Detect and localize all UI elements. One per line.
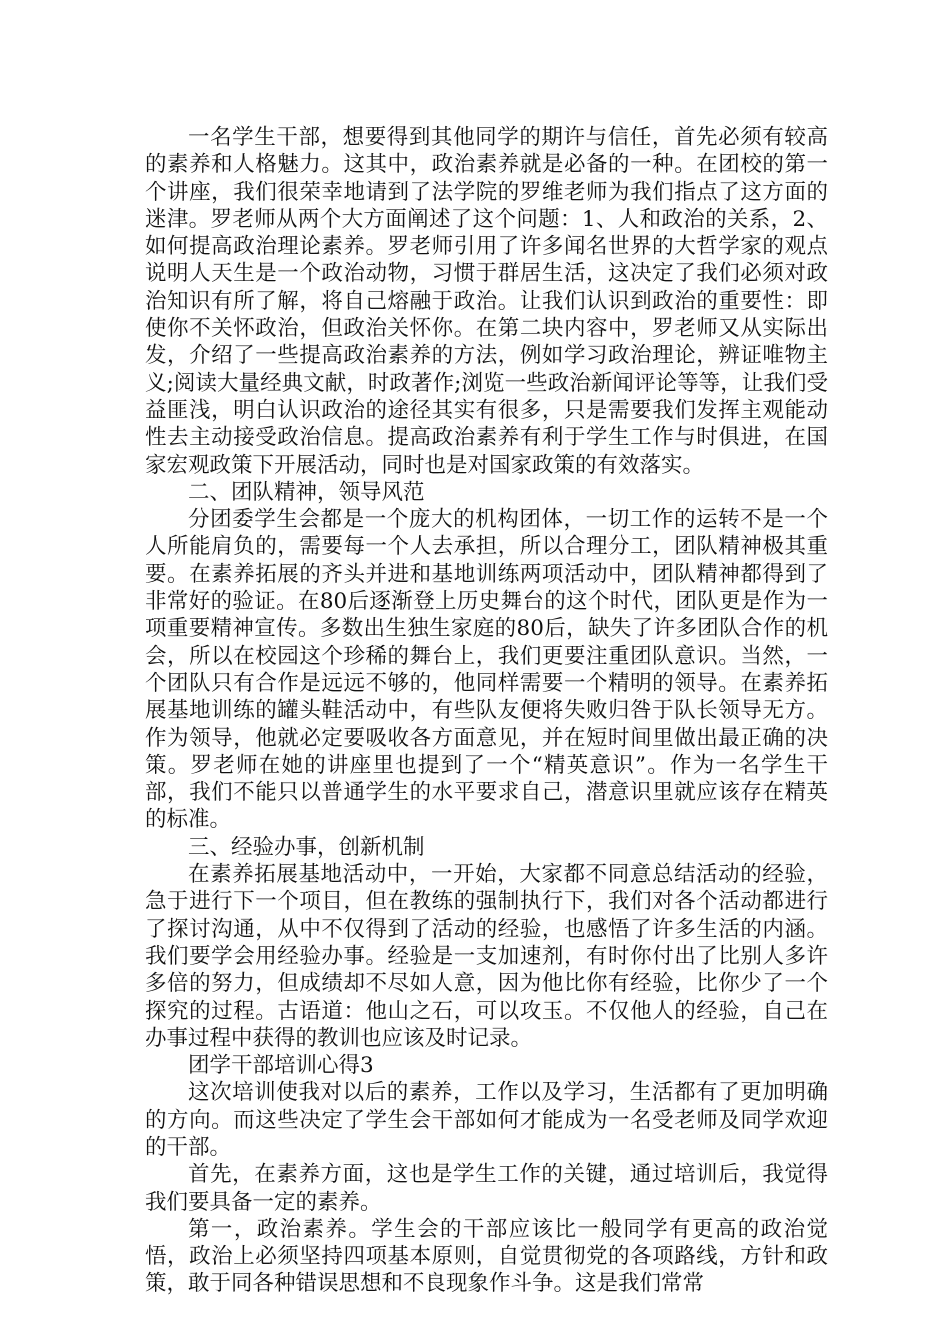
paragraph-political-awareness: 第一，政治素养。学生会的干部应该比一般同学有更高的政治觉悟，政治上必须坚持四项基本原则，自觉贯彻党的各项路线，方针和政策，敢于同各种错误思想和不良现象作斗争。这是我们常常 bbox=[145, 1216, 828, 1297]
paragraph-political-literacy: 一名学生干部，想要得到其他同学的期许与信任，首先必须有较高的素养和人格魅力。这其中，政治素养就是必备的一种。在团校的第一个讲座，我们很荣幸地请到了法学院的罗维老师为我们指点了这方面的迷津。罗老师从两个大方面阐述了这个问题：1、人和政治的关系，2、如何提高政治理论素养。罗老师引用了许多闻名世界的大哲学家的观点说明人天生是一个政治动物，习惯于群居生活，这决定了我们必须对政治知识有所了解，将自己熔融于政治。让我们认识到政治的重要性：即使你不关怀政治，但政治关怀你。在第二块内容中，罗老师又从实际出发，介绍了一些提高政治素养的方法，例如学习政治理论，辨证唯物主义;阅读大量经典文献，时政著作;浏览一些政治新闻评论等等，让我们受益匪浅，明白认识政治的途径其实有很多，只是需要我们发挥主观能动性去主动接受政治信息。提高政治素养有利于学生工作与时俱进，在国家宏观政策下开展活动，同时也是对国家政策的有效落实。 bbox=[145, 125, 828, 478]
section-heading-teamwork: 二、团队精神，领导风范 bbox=[188, 479, 425, 505]
paragraph-experience: 在素养拓展基地活动中，一开始，大家都不同意总结活动的经验，急于进行下一个项目，但在教练的强制执行下，我们对各个活动都进行了探讨沟通，从中不仅得到了活动的经验，也感悟了许多生活的内涵。我们要学会用经验办事。经验是一支加速剂，有时你付出了比别人多许多倍的努力，但成绩却不尽如人意，因为他比你有经验，比你少了一个探究的过程。古语道：他山之石，可以攻玉。不仅他人的经验，自己在办事过程中获得的教训也应该及时记录。 bbox=[145, 862, 828, 1051]
section-heading-experience: 三、经验办事，创新机制 bbox=[188, 834, 425, 860]
article-title-training-notes-3: 团学干部培训心得3 bbox=[188, 1053, 374, 1079]
paragraph-literacy-intro: 首先，在素养方面，这也是学生工作的关键，通过培训后，我觉得我们要具备一定的素养。 bbox=[145, 1162, 828, 1215]
paragraph-teamwork: 分团委学生会都是一个庞大的机构团体，一切工作的运转不是一个人所能肩负的，需要每一个人去承担，所以合理分工，团队精神极其重要。在素养拓展的齐头并进和基地训练两项活动中，团队精神都得到了非常好的验证。在80后逐渐登上历史舞台的这个时代，团队更是作为一项重要精神宣传。多数出生独生家庭的80后，缺失了许多团队合作的机会，所以在校园这个珍稀的舞台上，我们更要注重团队意识。当然，一个团队只有合作是远远不够的，他同样需要一个精明的领导。在素养拓展基地训练的罐头鞋活动中，有些队友便将失败归咎于队长领导无方。作为领导，他就必定要吸收各方面意见，并在短时间里做出最正确的决策。罗老师在她的讲座里也提到了一个“精英意识”。作为一名学生干部，我们不能只以普通学生的水平要求自己，潜意识里就应该存在精英的标准。 bbox=[145, 507, 828, 833]
document-body bbox=[145, 124, 828, 1298]
paragraph-training-direction: 这次培训使我对以后的素养，工作以及学习，生活都有了更加明确的方向。而这些决定了学生会干部如何才能成为一名受老师及同学欢迎的干部。 bbox=[145, 1080, 828, 1160]
